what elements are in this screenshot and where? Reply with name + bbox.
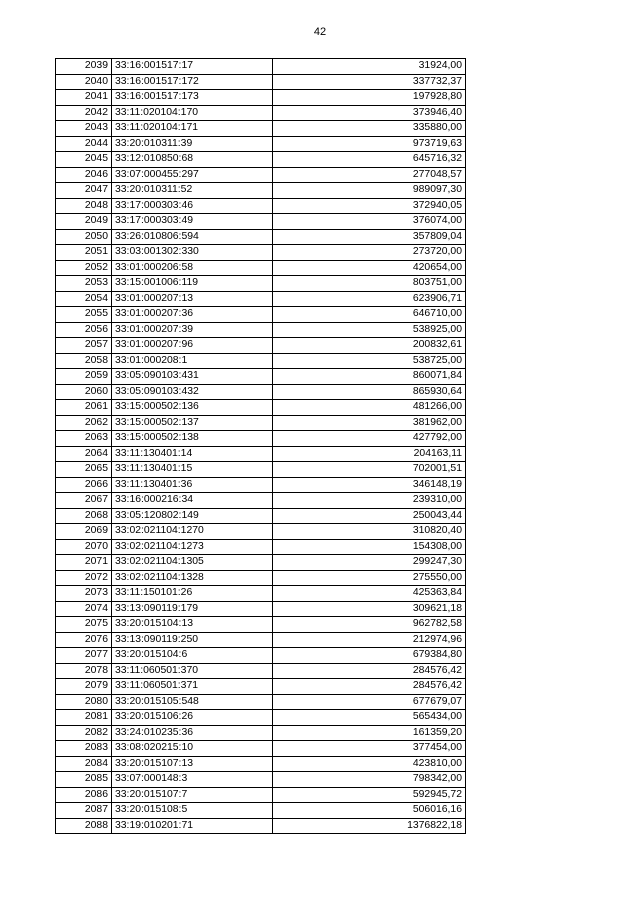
table-row: [56, 694, 466, 710]
table-row: [56, 353, 466, 369]
row-number-cell: 2070: [56, 539, 112, 555]
cadastral-number-cell: 33:11:130401:15: [112, 462, 273, 478]
table-row: [56, 477, 466, 493]
table-row: [56, 322, 466, 338]
cadastral-number-cell: 33:11:130401:36: [112, 477, 273, 493]
value-cell: 860071,84: [273, 369, 466, 385]
cadastral-number-cell: 33:20:015104:6: [112, 648, 273, 664]
cadastral-number-cell: 33:05:120802:149: [112, 508, 273, 524]
table-row: [56, 679, 466, 695]
row-number-cell: 2045: [56, 152, 112, 168]
row-number-cell: 2072: [56, 570, 112, 586]
table-row: [56, 214, 466, 230]
value-cell: 204163,11: [273, 446, 466, 462]
value-cell: 284576,42: [273, 663, 466, 679]
table-row: [56, 152, 466, 168]
cadastral-number-cell: 33:20:015105:548: [112, 694, 273, 710]
cadastral-number-cell: 33:20:015106:26: [112, 710, 273, 726]
row-number-cell: 2068: [56, 508, 112, 524]
value-cell: 154308,00: [273, 539, 466, 555]
table-row: [56, 446, 466, 462]
row-number-cell: 2086: [56, 787, 112, 803]
cadastral-number-cell: 33:20:015104:13: [112, 617, 273, 633]
value-cell: 645716,32: [273, 152, 466, 168]
table-row: [56, 74, 466, 90]
row-number-cell: 2063: [56, 431, 112, 447]
cadastral-number-cell: 33:20:015107:13: [112, 756, 273, 772]
row-number-cell: 2046: [56, 167, 112, 183]
value-cell: 989097,30: [273, 183, 466, 199]
row-number-cell: 2058: [56, 353, 112, 369]
row-number-cell: 2088: [56, 818, 112, 834]
value-cell: 420654,00: [273, 260, 466, 276]
table-row: [56, 524, 466, 540]
value-cell: 309621,18: [273, 601, 466, 617]
value-cell: 346148,19: [273, 477, 466, 493]
cadastral-number-cell: 33:02:021104:1270: [112, 524, 273, 540]
row-number-cell: 2082: [56, 725, 112, 741]
cadastral-number-cell: 33:11:020104:171: [112, 121, 273, 137]
table-row: [56, 338, 466, 354]
value-cell: 372940,05: [273, 198, 466, 214]
value-cell: 310820,40: [273, 524, 466, 540]
value-cell: 200832,61: [273, 338, 466, 354]
value-cell: 865930,64: [273, 384, 466, 400]
row-number-cell: 2076: [56, 632, 112, 648]
value-cell: 250043,44: [273, 508, 466, 524]
row-number-cell: 2079: [56, 679, 112, 695]
cadastral-number-cell: 33:11:020104:170: [112, 105, 273, 121]
value-cell: 702001,51: [273, 462, 466, 478]
row-number-cell: 2052: [56, 260, 112, 276]
value-cell: 538725,00: [273, 353, 466, 369]
cadastral-number-cell: 33:20:015107:7: [112, 787, 273, 803]
table-row: [56, 260, 466, 276]
table-row: [56, 384, 466, 400]
row-number-cell: 2074: [56, 601, 112, 617]
value-cell: 538925,00: [273, 322, 466, 338]
cadastral-number-cell: 33:20:010311:52: [112, 183, 273, 199]
cadastral-number-cell: 33:24:010235:36: [112, 725, 273, 741]
row-number-cell: 2078: [56, 663, 112, 679]
value-cell: 425363,84: [273, 586, 466, 602]
cadastral-number-cell: 33:02:021104:1273: [112, 539, 273, 555]
value-cell: 299247,30: [273, 555, 466, 571]
cadastral-number-cell: 33:15:000502:136: [112, 400, 273, 416]
value-cell: 284576,42: [273, 679, 466, 695]
table-row: [56, 539, 466, 555]
table-row: [56, 818, 466, 834]
value-cell: 481266,00: [273, 400, 466, 416]
table-row: [56, 136, 466, 152]
cadastral-number-cell: 33:01:000208:1: [112, 353, 273, 369]
row-number-cell: 2044: [56, 136, 112, 152]
value-cell: 377454,00: [273, 741, 466, 757]
table-row: [56, 648, 466, 664]
table-row: [56, 663, 466, 679]
table-row: [56, 632, 466, 648]
cadastral-number-cell: 33:07:000148:3: [112, 772, 273, 788]
row-number-cell: 2039: [56, 59, 112, 75]
value-cell: 1376822,18: [273, 818, 466, 834]
cadastral-number-cell: 33:11:150101:26: [112, 586, 273, 602]
cadastral-number-cell: 33:16:001517:173: [112, 90, 273, 106]
table-row: [56, 183, 466, 199]
table-row: [56, 369, 466, 385]
value-cell: 679384,80: [273, 648, 466, 664]
value-cell: 423810,00: [273, 756, 466, 772]
row-number-cell: 2060: [56, 384, 112, 400]
cadastral-number-cell: 33:01:000207:96: [112, 338, 273, 354]
value-cell: 798342,00: [273, 772, 466, 788]
row-number-cell: 2047: [56, 183, 112, 199]
row-number-cell: 2061: [56, 400, 112, 416]
table-row: [56, 601, 466, 617]
row-number-cell: 2064: [56, 446, 112, 462]
cadastral-number-cell: 33:19:010201:71: [112, 818, 273, 834]
cadastral-number-cell: 33:17:000303:49: [112, 214, 273, 230]
value-cell: 973719,63: [273, 136, 466, 152]
cadastral-number-cell: 33:02:021104:1328: [112, 570, 273, 586]
table-row: [56, 462, 466, 478]
row-number-cell: 2080: [56, 694, 112, 710]
cadastral-number-cell: 33:01:000207:39: [112, 322, 273, 338]
row-number-cell: 2071: [56, 555, 112, 571]
row-number-cell: 2087: [56, 803, 112, 819]
value-cell: 427792,00: [273, 431, 466, 447]
value-cell: 381962,00: [273, 415, 466, 431]
value-cell: 962782,58: [273, 617, 466, 633]
row-number-cell: 2051: [56, 245, 112, 261]
row-number-cell: 2067: [56, 493, 112, 509]
table-row: [56, 229, 466, 245]
cadastral-number-cell: 33:07:000455:297: [112, 167, 273, 183]
cadastral-number-cell: 33:13:090119:250: [112, 632, 273, 648]
value-cell: 161359,20: [273, 725, 466, 741]
row-number-cell: 2056: [56, 322, 112, 338]
table-row: [56, 276, 466, 292]
table-row: [56, 555, 466, 571]
value-cell: 337732,37: [273, 74, 466, 90]
value-cell: 212974,96: [273, 632, 466, 648]
value-cell: 376074,00: [273, 214, 466, 230]
table-row: [56, 772, 466, 788]
table-row: [56, 617, 466, 633]
page-number: 42: [313, 26, 327, 38]
value-cell: 31924,00: [273, 59, 466, 75]
row-number-cell: 2065: [56, 462, 112, 478]
table-row: [56, 570, 466, 586]
table-body: [56, 59, 466, 834]
value-cell: 803751,00: [273, 276, 466, 292]
table-row: [56, 803, 466, 819]
row-number-cell: 2081: [56, 710, 112, 726]
value-cell: 677679,07: [273, 694, 466, 710]
value-cell: 623906,71: [273, 291, 466, 307]
table-row: [56, 307, 466, 323]
cadastral-number-cell: 33:16:000216:34: [112, 493, 273, 509]
value-cell: 592945,72: [273, 787, 466, 803]
value-cell: 506016,16: [273, 803, 466, 819]
table-row: [56, 59, 466, 75]
row-number-cell: 2050: [56, 229, 112, 245]
cadastral-number-cell: 33:01:000207:13: [112, 291, 273, 307]
cadastral-number-cell: 33:03:001302:330: [112, 245, 273, 261]
cadastral-number-cell: 33:15:000502:138: [112, 431, 273, 447]
table-row: [56, 291, 466, 307]
cadastral-number-cell: 33:26:010806:594: [112, 229, 273, 245]
cadastral-number-cell: 33:08:020215:10: [112, 741, 273, 757]
value-cell: 646710,00: [273, 307, 466, 323]
row-number-cell: 2062: [56, 415, 112, 431]
row-number-cell: 2049: [56, 214, 112, 230]
cadastral-number-cell: 33:01:000206:58: [112, 260, 273, 276]
data-table: [55, 58, 466, 834]
row-number-cell: 2057: [56, 338, 112, 354]
cadastral-number-cell: 33:01:000207:36: [112, 307, 273, 323]
value-cell: 277048,57: [273, 167, 466, 183]
table-row: [56, 756, 466, 772]
cadastral-number-cell: 33:20:010311:39: [112, 136, 273, 152]
cadastral-number-cell: 33:15:001006:119: [112, 276, 273, 292]
table-row: [56, 431, 466, 447]
table-row: [56, 415, 466, 431]
cadastral-number-cell: 33:05:090103:432: [112, 384, 273, 400]
row-number-cell: 2083: [56, 741, 112, 757]
table-row: [56, 90, 466, 106]
cadastral-number-cell: 33:12:010850:68: [112, 152, 273, 168]
table-row: [56, 787, 466, 803]
row-number-cell: 2059: [56, 369, 112, 385]
value-cell: 357809,04: [273, 229, 466, 245]
value-cell: 335880,00: [273, 121, 466, 137]
cadastral-number-cell: 33:20:015108:5: [112, 803, 273, 819]
row-number-cell: 2043: [56, 121, 112, 137]
row-number-cell: 2075: [56, 617, 112, 633]
row-number-cell: 2069: [56, 524, 112, 540]
row-number-cell: 2073: [56, 586, 112, 602]
cadastral-number-cell: 33:17:000303:46: [112, 198, 273, 214]
table-row: [56, 400, 466, 416]
table-row: [56, 121, 466, 137]
value-cell: 273720,00: [273, 245, 466, 261]
value-cell: 197928,80: [273, 90, 466, 106]
row-number-cell: 2084: [56, 756, 112, 772]
row-number-cell: 2077: [56, 648, 112, 664]
table-row: [56, 508, 466, 524]
row-number-cell: 2042: [56, 105, 112, 121]
cadastral-number-cell: 33:11:060501:370: [112, 663, 273, 679]
cadastral-number-cell: 33:16:001517:172: [112, 74, 273, 90]
row-number-cell: 2041: [56, 90, 112, 106]
table-row: [56, 710, 466, 726]
table-row: [56, 493, 466, 509]
cadastral-number-cell: 33:16:001517:17: [112, 59, 273, 75]
table-row: [56, 198, 466, 214]
row-number-cell: 2054: [56, 291, 112, 307]
row-number-cell: 2053: [56, 276, 112, 292]
table-row: [56, 586, 466, 602]
table-row: [56, 105, 466, 121]
row-number-cell: 2048: [56, 198, 112, 214]
table-row: [56, 245, 466, 261]
row-number-cell: 2040: [56, 74, 112, 90]
table-row: [56, 167, 466, 183]
value-cell: 239310,00: [273, 493, 466, 509]
row-number-cell: 2055: [56, 307, 112, 323]
cadastral-number-cell: 33:15:000502:137: [112, 415, 273, 431]
row-number-cell: 2066: [56, 477, 112, 493]
value-cell: 275550,00: [273, 570, 466, 586]
value-cell: 565434,00: [273, 710, 466, 726]
cadastral-number-cell: 33:11:130401:14: [112, 446, 273, 462]
cadastral-number-cell: 33:05:090103:431: [112, 369, 273, 385]
table-row: [56, 725, 466, 741]
cadastral-number-cell: 33:11:060501:371: [112, 679, 273, 695]
cadastral-number-cell: 33:02:021104:1305: [112, 555, 273, 571]
cadastral-number-cell: 33:13:090119:179: [112, 601, 273, 617]
table-row: [56, 741, 466, 757]
value-cell: 373946,40: [273, 105, 466, 121]
row-number-cell: 2085: [56, 772, 112, 788]
